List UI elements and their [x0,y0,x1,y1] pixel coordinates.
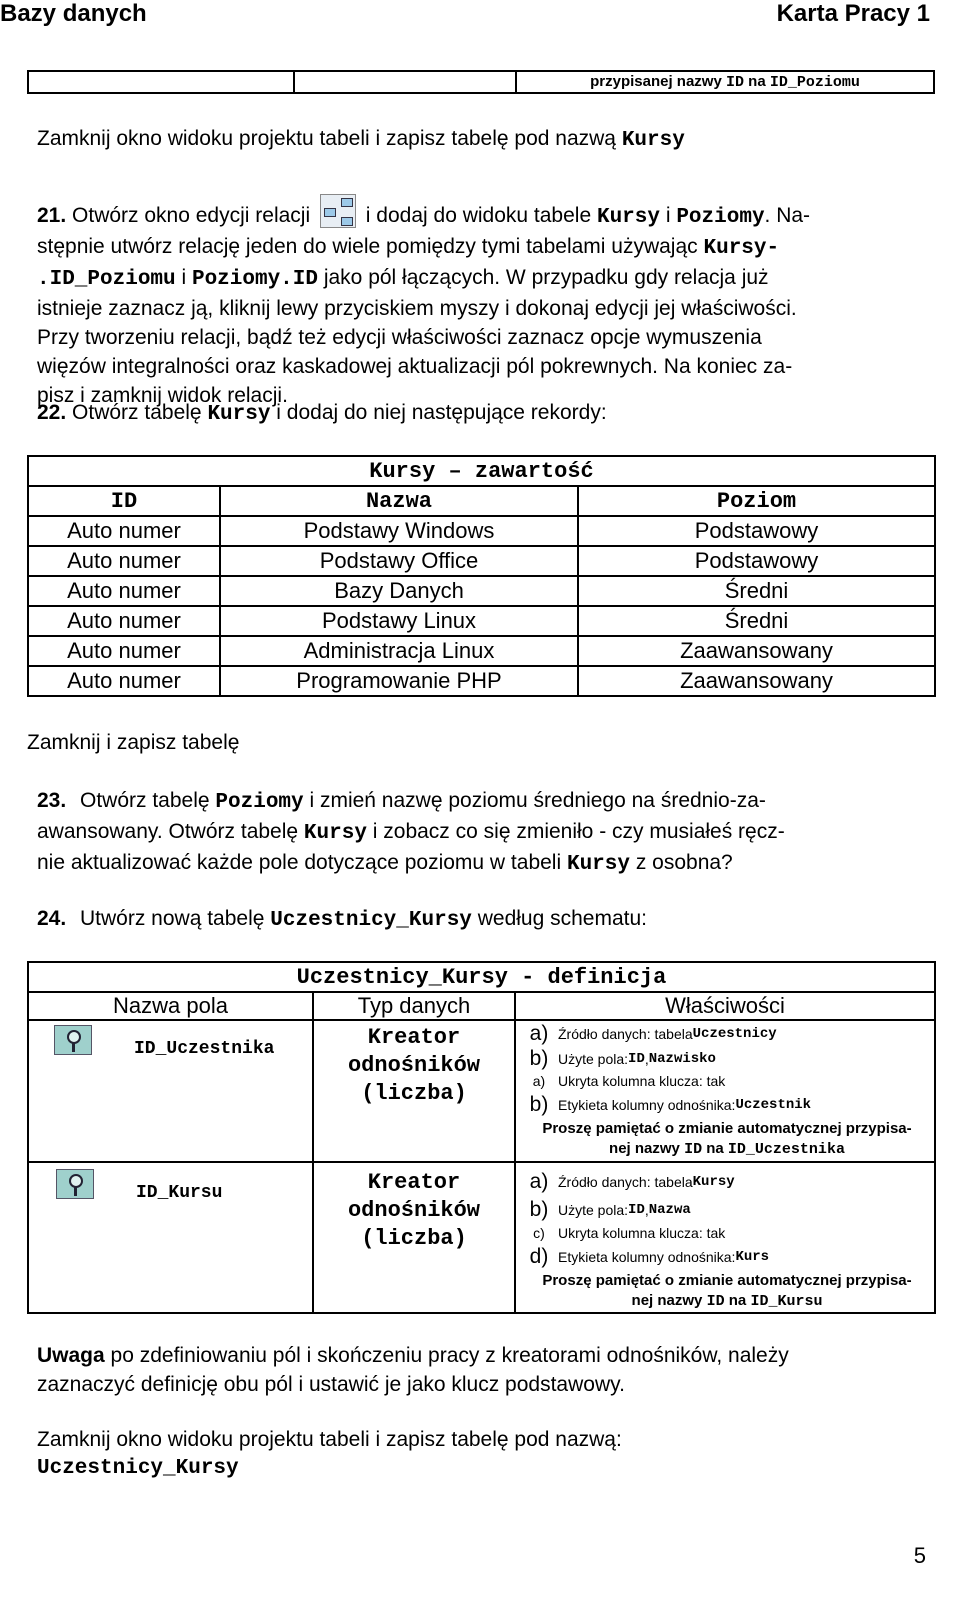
top-table-cell-1 [28,71,294,93]
relationships-icon [320,194,356,228]
top-table-cell-2 [294,71,516,93]
top-table-cell-3: przypisanej nazwy ID na ID_Poziomu [516,71,934,93]
table-row [28,1162,935,1313]
step-24: 24. Utwórz nową tabelę Uczestnicy_Kursy według schematu: [37,907,648,932]
step-number: 21. [37,204,67,227]
table-title: Uczestnicy_Kursy - definicja [28,962,935,992]
column-header-field-name: Nazwa pola [28,992,313,1020]
column-header-id: ID [28,486,220,516]
uczestnicy-kursy-definition-table [27,961,936,1314]
note: Proszę pamiętać o zmianie automatycznej przypisa- nej nazwy ID na ID_Kursu [542,1272,912,1310]
table-row: Auto numer Podstawy Linux Średni [28,606,935,636]
primary-key-icon [56,1169,94,1199]
step-23: 23. Otwórz tabelę Poziomy i zmień nazwę poziomu średniego na średnio-za- awansowany. Otwórz tabelę Kursy i zobacz co się zmieniło - czy musiałeś ręcz- nie aktualizować każde pole dotyczące poziomu w tabeli Kursy z osobna? [37,789,785,876]
table-title: Kursy – zawartość [28,456,935,486]
close-save-text: Zamknij i zapisz tabelę [27,731,240,754]
final-instruction: Zamknij okno widoku projektu tabeli i zapisz tabelę pod nazwą: Uczestnicy_Kursy [37,1428,622,1480]
properties-cell: a) Źródło danych: tabela Kursy b) Użyte pola: ID , Nazwa c) Ukryta kolumna klucza: tak d) Etykieta kolumny odnośnika: Kurs Proszę pamiętać o zmianie automatycznej przypisa- nej nazwy ID na ID_Kursu [515,1162,935,1313]
data-type: Kreator odnośników (liczba) [347,1025,481,1106]
page-number: 5 [913,1543,926,1568]
paragraph-close-save-kursy: Zamknij okno widoku projektu tabeli i zapisz tabelę pod nazwą Kursy [37,127,685,152]
field-name: ID_Kursu [136,1183,223,1203]
table-row: Auto numer Podstawy Office Podstawowy [28,546,935,576]
field-name: ID_Uczestnika [134,1039,275,1059]
table-row: Auto numer Podstawy Windows Podstawowy [28,516,935,546]
column-header-nazwa: Nazwa [220,486,578,516]
table-row: Auto numer Bazy Danych Średni [28,576,935,606]
kursy-content-table [27,455,936,697]
header-title-left: Bazy danych [0,0,147,27]
table-row [28,1020,935,1162]
top-table-fragment [27,70,935,94]
column-header-data-type: Typ danych [313,992,515,1020]
header-title-right: Karta Pracy 1 [776,0,930,27]
step-21: 21. Otwórz okno edycji relacji i dodaj do widoku tabele Kursy i Poziomy. Na- stępnie utwórz relację jeden do wiele pomiędzy tymi tabelami używając Kursy- .ID_Poziomu i Poziomy.ID jako pól łączących. W przypadku gdy relacja już istnieje zaznacz ją, kliknij lewy przyciskiem myszy i dokonaj edycji jej właściwości. Przy tworzeniu relacji, bądź też edycji właściwości zaznacz opcje wymuszenia więzów integralności oraz kaskadowej aktualizacji pól pokrewnych. Na koniec za- pisz i zamknij widok relacji. [37,194,927,410]
primary-key-icon [54,1025,92,1055]
table-row: Auto numer Administracja Linux Zaawansowany [28,636,935,666]
warning-note: Uwaga po zdefiniowaniu pól i skończeniu pracy z kreatorami odnośników, należy zaznaczyć definicję obu pól i ustawić je jako klucz podstawowy. [37,1344,789,1396]
properties-cell: a) Źródło danych: tabela Uczestnicy b) Użyte pola: ID , Nazwisko a) Ukryta kolumna klucza: tak b) Etykieta kolumny odnośnika: Uczestnik Proszę pamiętać o zmianie automatycznej przypisa- nej nazwy ID na ID_Uczestnika [515,1020,935,1162]
column-header-properties: Właściwości [515,992,935,1020]
table-row: Auto numer Programowanie PHP Zaawansowany [28,666,935,696]
step-22: 22. Otwórz tabelę Kursy i dodaj do niej następujące rekordy: [37,401,607,426]
data-type: Kreator odnośników (liczba) [347,1170,481,1251]
column-header-poziom: Poziom [578,486,935,516]
note: Proszę pamiętać o zmianie automatycznej przypisa- nej nazwy ID na ID_Uczestnika [542,1120,912,1158]
